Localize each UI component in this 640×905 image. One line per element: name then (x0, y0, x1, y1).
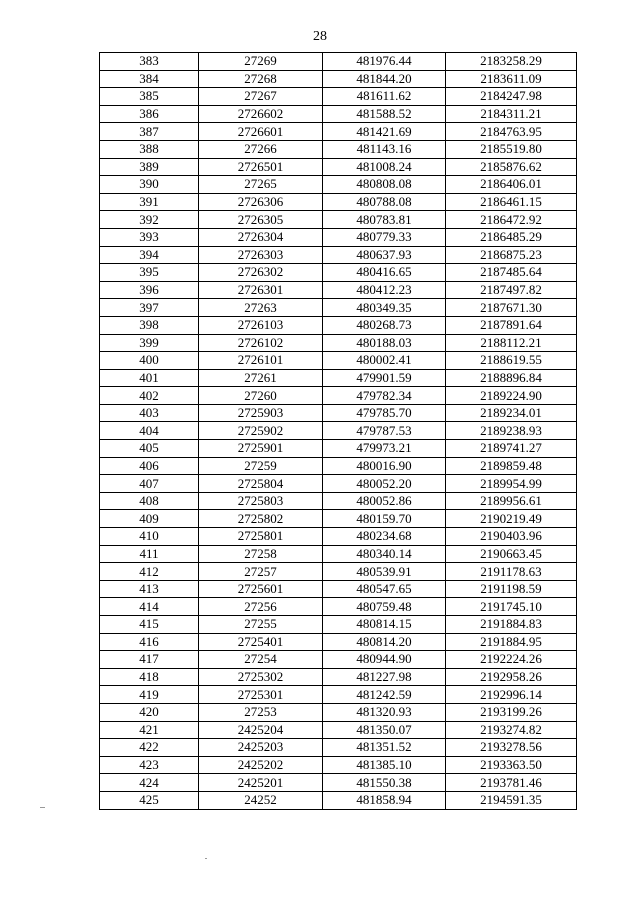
table-row (100, 246, 577, 264)
coordinates-table (99, 52, 577, 810)
point-id-cell: 27257 (199, 563, 323, 581)
table-row (100, 703, 577, 721)
point-number-cell: 391 (100, 193, 199, 211)
y-coordinate-cell: 2187891.64 (446, 316, 577, 334)
table-row (100, 176, 577, 194)
point-number-cell: 387 (100, 123, 199, 141)
table-row (100, 334, 577, 352)
table-row (100, 791, 577, 809)
point-number-cell: 405 (100, 440, 199, 458)
y-coordinate-cell: 2190403.96 (446, 528, 577, 546)
point-number-cell: 389 (100, 158, 199, 176)
point-number-cell: 392 (100, 211, 199, 229)
table-row (100, 739, 577, 757)
point-id-cell: 2425202 (199, 756, 323, 774)
x-coordinate-cell: 481351.52 (323, 739, 446, 757)
table-body (100, 53, 577, 810)
table-row (100, 756, 577, 774)
x-coordinate-cell: 481385.10 (323, 756, 446, 774)
x-coordinate-cell: 480159.70 (323, 510, 446, 528)
x-coordinate-cell: 481008.24 (323, 158, 446, 176)
point-id-cell: 2725903 (199, 404, 323, 422)
point-number-cell: 402 (100, 387, 199, 405)
y-coordinate-cell: 2192996.14 (446, 686, 577, 704)
y-coordinate-cell: 2183258.29 (446, 53, 577, 71)
table-row (100, 140, 577, 158)
x-coordinate-cell: 479973.21 (323, 440, 446, 458)
x-coordinate-cell: 479782.34 (323, 387, 446, 405)
point-id-cell: 27266 (199, 140, 323, 158)
point-number-cell: 403 (100, 404, 199, 422)
x-coordinate-cell: 480349.35 (323, 299, 446, 317)
point-number-cell: 393 (100, 228, 199, 246)
point-number-cell: 408 (100, 492, 199, 510)
point-id-cell: 2725401 (199, 633, 323, 651)
y-coordinate-cell: 2193278.56 (446, 739, 577, 757)
y-coordinate-cell: 2193781.46 (446, 774, 577, 792)
point-id-cell: 2726103 (199, 316, 323, 334)
point-id-cell: 27258 (199, 545, 323, 563)
point-number-cell: 406 (100, 457, 199, 475)
point-id-cell: 24252 (199, 791, 323, 809)
x-coordinate-cell: 480416.65 (323, 264, 446, 282)
x-coordinate-cell: 480814.20 (323, 633, 446, 651)
table-row (100, 422, 577, 440)
y-coordinate-cell: 2184763.95 (446, 123, 577, 141)
point-number-cell: 384 (100, 70, 199, 88)
y-coordinate-cell: 2186472.92 (446, 211, 577, 229)
table-row (100, 211, 577, 229)
y-coordinate-cell: 2190219.49 (446, 510, 577, 528)
x-coordinate-cell: 480002.41 (323, 352, 446, 370)
point-number-cell: 399 (100, 334, 199, 352)
y-coordinate-cell: 2184247.98 (446, 88, 577, 106)
table-row (100, 404, 577, 422)
point-number-cell: 394 (100, 246, 199, 264)
point-number-cell: 398 (100, 316, 199, 334)
point-number-cell: 418 (100, 668, 199, 686)
point-number-cell: 404 (100, 422, 199, 440)
point-id-cell: 2726302 (199, 264, 323, 282)
y-coordinate-cell: 2189234.01 (446, 404, 577, 422)
point-id-cell: 2425201 (199, 774, 323, 792)
table-row (100, 475, 577, 493)
table-row (100, 616, 577, 634)
y-coordinate-cell: 2186461.15 (446, 193, 577, 211)
x-coordinate-cell: 481976.44 (323, 53, 446, 71)
x-coordinate-cell: 480944.90 (323, 651, 446, 669)
y-coordinate-cell: 2188896.84 (446, 369, 577, 387)
y-coordinate-cell: 2193274.82 (446, 721, 577, 739)
y-coordinate-cell: 2189956.61 (446, 492, 577, 510)
point-id-cell: 2726301 (199, 281, 323, 299)
point-number-cell: 412 (100, 563, 199, 581)
point-number-cell: 424 (100, 774, 199, 792)
y-coordinate-cell: 2183611.09 (446, 70, 577, 88)
point-id-cell: 2725302 (199, 668, 323, 686)
table-row (100, 440, 577, 458)
table-row (100, 598, 577, 616)
scan-mark-bottom (205, 858, 207, 859)
point-id-cell: 2425203 (199, 739, 323, 757)
point-id-cell: 27267 (199, 88, 323, 106)
point-id-cell: 2725901 (199, 440, 323, 458)
point-id-cell: 2726306 (199, 193, 323, 211)
point-id-cell: 27253 (199, 703, 323, 721)
x-coordinate-cell: 481611.62 (323, 88, 446, 106)
x-coordinate-cell: 481350.07 (323, 721, 446, 739)
x-coordinate-cell: 481227.98 (323, 668, 446, 686)
point-id-cell: 2726102 (199, 334, 323, 352)
point-number-cell: 415 (100, 616, 199, 634)
point-number-cell: 414 (100, 598, 199, 616)
table-row (100, 510, 577, 528)
point-number-cell: 383 (100, 53, 199, 71)
table-row (100, 721, 577, 739)
table-row (100, 158, 577, 176)
point-id-cell: 27260 (199, 387, 323, 405)
table-row (100, 193, 577, 211)
y-coordinate-cell: 2189224.90 (446, 387, 577, 405)
y-coordinate-cell: 2189741.27 (446, 440, 577, 458)
y-coordinate-cell: 2194591.35 (446, 791, 577, 809)
table-row (100, 88, 577, 106)
y-coordinate-cell: 2187671.30 (446, 299, 577, 317)
y-coordinate-cell: 2191884.83 (446, 616, 577, 634)
x-coordinate-cell: 480340.14 (323, 545, 446, 563)
y-coordinate-cell: 2187497.82 (446, 281, 577, 299)
x-coordinate-cell: 479901.59 (323, 369, 446, 387)
page-number: 28 (313, 29, 327, 44)
y-coordinate-cell: 2190663.45 (446, 545, 577, 563)
x-coordinate-cell: 481143.16 (323, 140, 446, 158)
y-coordinate-cell: 2185519.80 (446, 140, 577, 158)
point-number-cell: 411 (100, 545, 199, 563)
y-coordinate-cell: 2187485.64 (446, 264, 577, 282)
x-coordinate-cell: 480814.15 (323, 616, 446, 634)
point-id-cell: 2726303 (199, 246, 323, 264)
point-number-cell: 425 (100, 791, 199, 809)
point-id-cell: 27254 (199, 651, 323, 669)
y-coordinate-cell: 2193199.26 (446, 703, 577, 721)
point-number-cell: 395 (100, 264, 199, 282)
point-id-cell: 27259 (199, 457, 323, 475)
x-coordinate-cell: 480052.20 (323, 475, 446, 493)
x-coordinate-cell: 480234.68 (323, 528, 446, 546)
y-coordinate-cell: 2186406.01 (446, 176, 577, 194)
point-id-cell: 27263 (199, 299, 323, 317)
x-coordinate-cell: 481421.69 (323, 123, 446, 141)
table-row (100, 528, 577, 546)
table-row (100, 633, 577, 651)
x-coordinate-cell: 480637.93 (323, 246, 446, 264)
table-row (100, 563, 577, 581)
table-row (100, 545, 577, 563)
table-row (100, 105, 577, 123)
point-number-cell: 409 (100, 510, 199, 528)
point-id-cell: 2425204 (199, 721, 323, 739)
y-coordinate-cell: 2189954.99 (446, 475, 577, 493)
x-coordinate-cell: 479785.70 (323, 404, 446, 422)
point-number-cell: 416 (100, 633, 199, 651)
point-number-cell: 390 (100, 176, 199, 194)
x-coordinate-cell: 480412.23 (323, 281, 446, 299)
point-id-cell: 2725804 (199, 475, 323, 493)
y-coordinate-cell: 2188112.21 (446, 334, 577, 352)
point-id-cell: 27256 (199, 598, 323, 616)
y-coordinate-cell: 2186485.29 (446, 228, 577, 246)
table-row (100, 387, 577, 405)
y-coordinate-cell: 2191198.59 (446, 580, 577, 598)
point-number-cell: 422 (100, 739, 199, 757)
table-row (100, 668, 577, 686)
x-coordinate-cell: 480268.73 (323, 316, 446, 334)
y-coordinate-cell: 2185876.62 (446, 158, 577, 176)
point-number-cell: 385 (100, 88, 199, 106)
point-id-cell: 2725301 (199, 686, 323, 704)
x-coordinate-cell: 480759.48 (323, 598, 446, 616)
point-id-cell: 2725801 (199, 528, 323, 546)
table-row (100, 686, 577, 704)
y-coordinate-cell: 2191884.95 (446, 633, 577, 651)
y-coordinate-cell: 2192958.26 (446, 668, 577, 686)
table-row (100, 369, 577, 387)
x-coordinate-cell: 481320.93 (323, 703, 446, 721)
point-number-cell: 410 (100, 528, 199, 546)
table-row (100, 580, 577, 598)
point-number-cell: 388 (100, 140, 199, 158)
x-coordinate-cell: 480016.90 (323, 457, 446, 475)
table-row (100, 123, 577, 141)
x-coordinate-cell: 481550.38 (323, 774, 446, 792)
scan-mark-left (40, 807, 45, 808)
table-row (100, 352, 577, 370)
y-coordinate-cell: 2193363.50 (446, 756, 577, 774)
point-number-cell: 407 (100, 475, 199, 493)
table-row (100, 53, 577, 71)
point-id-cell: 2725601 (199, 580, 323, 598)
point-number-cell: 413 (100, 580, 199, 598)
point-id-cell: 27261 (199, 369, 323, 387)
point-id-cell: 2726101 (199, 352, 323, 370)
table-row (100, 316, 577, 334)
table-row (100, 492, 577, 510)
x-coordinate-cell: 480539.91 (323, 563, 446, 581)
point-id-cell: 2725802 (199, 510, 323, 528)
y-coordinate-cell: 2189859.48 (446, 457, 577, 475)
table-row (100, 264, 577, 282)
point-number-cell: 397 (100, 299, 199, 317)
x-coordinate-cell: 479787.53 (323, 422, 446, 440)
point-id-cell: 2726601 (199, 123, 323, 141)
point-id-cell: 2726305 (199, 211, 323, 229)
x-coordinate-cell: 480052.86 (323, 492, 446, 510)
x-coordinate-cell: 480547.65 (323, 580, 446, 598)
table-row (100, 228, 577, 246)
x-coordinate-cell: 480808.08 (323, 176, 446, 194)
x-coordinate-cell: 480783.81 (323, 211, 446, 229)
y-coordinate-cell: 2192224.26 (446, 651, 577, 669)
point-number-cell: 400 (100, 352, 199, 370)
y-coordinate-cell: 2186875.23 (446, 246, 577, 264)
x-coordinate-cell: 480779.33 (323, 228, 446, 246)
x-coordinate-cell: 481844.20 (323, 70, 446, 88)
point-id-cell: 27269 (199, 53, 323, 71)
x-coordinate-cell: 481242.59 (323, 686, 446, 704)
table-row (100, 457, 577, 475)
y-coordinate-cell: 2188619.55 (446, 352, 577, 370)
point-id-cell: 27268 (199, 70, 323, 88)
table-row (100, 281, 577, 299)
point-id-cell: 27255 (199, 616, 323, 634)
table-row (100, 774, 577, 792)
y-coordinate-cell: 2189238.93 (446, 422, 577, 440)
x-coordinate-cell: 480188.03 (323, 334, 446, 352)
point-number-cell: 421 (100, 721, 199, 739)
point-id-cell: 2726602 (199, 105, 323, 123)
point-number-cell: 423 (100, 756, 199, 774)
x-coordinate-cell: 481858.94 (323, 791, 446, 809)
point-number-cell: 417 (100, 651, 199, 669)
point-id-cell: 2725803 (199, 492, 323, 510)
x-coordinate-cell: 481588.52 (323, 105, 446, 123)
point-id-cell: 2726501 (199, 158, 323, 176)
point-id-cell: 2725902 (199, 422, 323, 440)
point-id-cell: 27265 (199, 176, 323, 194)
point-number-cell: 401 (100, 369, 199, 387)
point-number-cell: 396 (100, 281, 199, 299)
point-number-cell: 419 (100, 686, 199, 704)
point-id-cell: 2726304 (199, 228, 323, 246)
y-coordinate-cell: 2191745.10 (446, 598, 577, 616)
table-row (100, 299, 577, 317)
x-coordinate-cell: 480788.08 (323, 193, 446, 211)
table-row (100, 651, 577, 669)
table-row (100, 70, 577, 88)
point-number-cell: 420 (100, 703, 199, 721)
y-coordinate-cell: 2191178.63 (446, 563, 577, 581)
point-number-cell: 386 (100, 105, 199, 123)
y-coordinate-cell: 2184311.21 (446, 105, 577, 123)
